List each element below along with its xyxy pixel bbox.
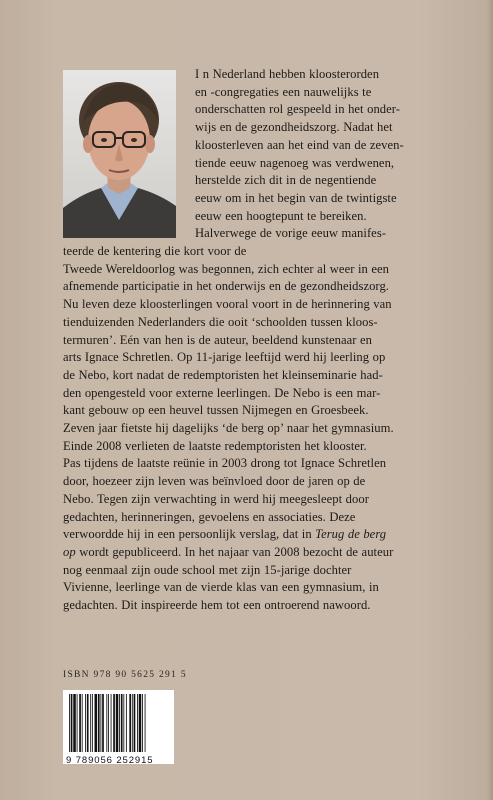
book-title: Terug de berg <box>315 527 387 542</box>
blurb-line: nog eenmaal zijn oude school met zijn 15-jarige dochter <box>63 562 352 577</box>
blurb-line: Zeven jaar fietste hij dagelijks ‘de berg op’ naar het gymnasium. <box>63 421 394 436</box>
barcode-bar <box>113 694 115 752</box>
barcode-bar <box>134 694 136 752</box>
barcode-bar <box>111 694 112 752</box>
barcode-bar <box>121 694 123 752</box>
barcode-bar <box>87 694 89 752</box>
blurb-line: tienduizenden Nederlanders die ooit ‘schoolden tussen kloos- <box>63 314 378 329</box>
blurb-line: eeuw een hoogtepunt te bereiken. <box>195 208 367 223</box>
barcode-bar <box>102 694 104 752</box>
blurb-line: kloosterleven aan het eind van de zeven- <box>195 137 404 152</box>
barcode-bar <box>139 694 142 752</box>
barcode-bar <box>145 694 146 752</box>
barcode-bar <box>126 694 127 752</box>
barcode-bar <box>77 694 78 752</box>
barcode-bar <box>69 694 70 752</box>
barcode-bar <box>142 694 143 752</box>
barcode-bar <box>137 694 138 752</box>
barcode-bar <box>71 694 73 752</box>
blurb-line: wijs en de gezondheidszorg. Nadat het <box>195 120 393 135</box>
back-cover-blurb <box>63 66 447 615</box>
photo-space <box>63 66 195 243</box>
barcode-bar <box>82 694 83 752</box>
blurb-line: Nebo. Tegen zijn verwachting in werd hij meegesleept door <box>63 491 369 506</box>
barcode-bar <box>73 694 76 752</box>
isbn-number: ISBN 978 90 5625 291 5 <box>63 670 187 680</box>
blurb-line: door, hoezeer zijn leven was beïnvloed door de jaren op de <box>63 474 366 489</box>
blurb-line: Einde 2008 verlieten de laatste redemptoristen het klooster. <box>63 438 367 453</box>
blurb-line: I n Nederland hebben kloosterorden <box>195 67 380 81</box>
blurb-line: termuren’. Eén van hen is de auteur, beeldend kunstenaar en <box>63 332 373 347</box>
barcode <box>63 690 174 764</box>
blurb-line: onderschatten rol gespeeld in het onder- <box>195 102 401 117</box>
blurb-line: herstelde zich dit in de negentiende <box>195 173 377 188</box>
barcode-bar <box>90 694 91 752</box>
blurb-line: den opengesteld voor externe leerlingen. De Nebo is een mar- <box>63 385 381 400</box>
barcode-bar <box>123 694 124 752</box>
blurb-line: teerde de kentering die kort voor de <box>63 244 247 259</box>
blurb-line <box>63 544 447 562</box>
blurb-line: Pas tijdens de laatste reünie in 2003 drong tot Ignace Schretlen <box>63 456 387 471</box>
blurb-line: eeuw om in het begin van de twintigste <box>195 190 397 205</box>
blurb-line: kant gebouw op een heuvel tussen Nijmegen en Groesbeek. <box>63 403 369 418</box>
blurb-line: afnemende participatie in het onderwijs en de gezondheidszorg. <box>63 279 389 294</box>
spine-shadow <box>487 0 493 800</box>
barcode-bar <box>79 694 81 752</box>
blurb-line <box>63 526 447 544</box>
barcode-bar <box>116 694 119 752</box>
blurb-line: Tweede Wereldoorlog was begonnen, zich echter al weer in een <box>63 261 389 276</box>
blurb-line: Nu leven deze kloosterlingen vooral voort in de herinnering van <box>63 297 392 312</box>
blurb-line: en -congregaties een nauwelijks te <box>195 84 372 99</box>
barcode-bar <box>85 694 86 752</box>
book-title: op <box>63 544 76 559</box>
blurb-line: Halverwege de vorige eeuw manifes- <box>195 226 387 241</box>
blurb-line: gedachten, herinneringen, gevoelens en associaties. Deze <box>63 509 356 524</box>
barcode-bar <box>106 694 107 752</box>
barcode-bar <box>95 694 98 752</box>
barcode-bar <box>98 694 100 752</box>
barcode-bar <box>100 694 101 752</box>
blurb-line: de Nebo, kort nadat de redemptoristen het kleinseminarie had- <box>63 367 383 382</box>
blurb-line: Vivienne, leerlinge van de vierde klas van een gymnasium, in <box>63 580 379 595</box>
blurb-line: tiende eeuw nagenoeg was verdwenen, <box>195 155 395 170</box>
barcode-digits: 9 789056 252915 <box>66 755 154 766</box>
blurb-line-text: wordt gepubliceerd. In het najaar van 2008 bezocht de auteur <box>79 544 394 559</box>
barcode-bar <box>108 694 109 752</box>
blurb-line-text: verwoordde hij in een persoonlijk verslag, dat in <box>63 527 316 542</box>
blurb-line: gedachten. Dit inspireerde hem tot een ontroerend nawoord. <box>63 598 371 613</box>
barcode-bar <box>119 694 120 752</box>
barcode-bar <box>132 694 133 752</box>
barcode-bar <box>129 694 131 752</box>
blurb-line: arts Ignace Schretlen. Op 11-jarige leeftijd werd hij leerling op <box>63 350 386 365</box>
barcode-bar <box>92 694 93 752</box>
